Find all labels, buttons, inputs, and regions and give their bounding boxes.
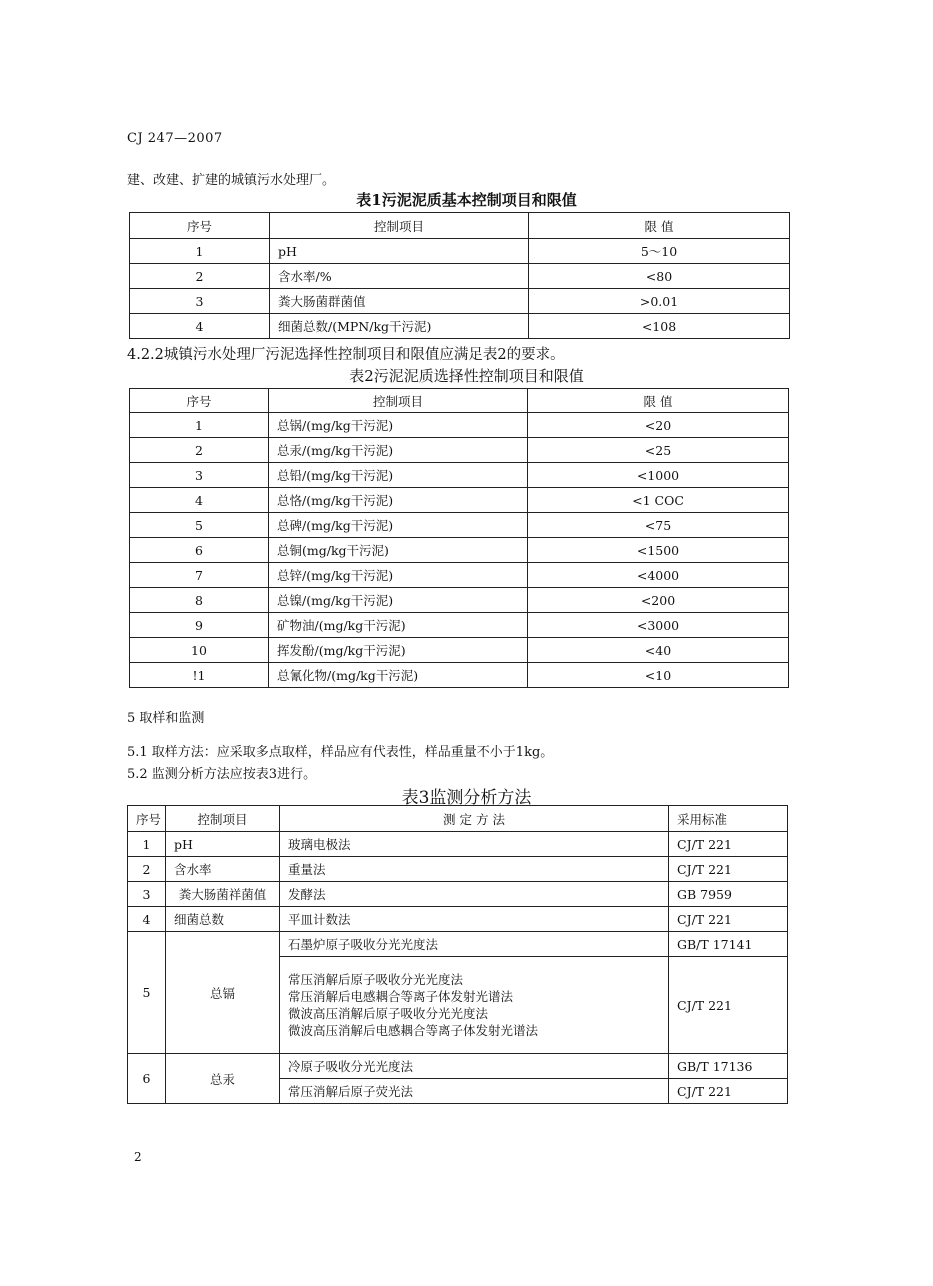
method-line: 常压消解后电感耦合等离子体发射光谱法 [288,989,514,1004]
control-item: 总铜(mg/kg干污泥) [269,538,528,563]
table-row [128,882,788,907]
row-number: 4 [130,314,270,339]
method: 平皿计数法 [280,907,669,932]
row-number: 4 [130,488,269,513]
control-item: 含水率/% [270,264,529,289]
control-item: 细菌总数/(MPN/kg干污泥) [270,314,529,339]
control-item: 总恪/(mg/kg干污泥) [269,488,528,513]
method: 常压消解后原子荧光法 [280,1079,669,1104]
method-line: 常压消解后原子吸收分光光度法 [288,972,464,987]
standard: GB/T 17141 [669,932,788,957]
table-row [128,907,788,932]
limit-value: <200 [528,588,789,613]
clause-5-1: 5.1 取样方法：应采取多点取样，样品应有代表性，样品重量不小于1kg。 [127,745,554,760]
limit-value: <75 [528,513,789,538]
method-group [280,957,669,1054]
limit-value: <25 [528,438,789,463]
table-header-row [130,389,789,413]
control-item: 总铅/(mg/kg干污泥) [269,463,528,488]
control-item: 矿物油/(mg/kg干污泥) [269,613,528,638]
control-item: 粪大肠菌祥菌值 [166,882,280,907]
standard: CJ/T 221 [669,1079,788,1104]
table-row [128,1054,788,1079]
row-number: 10 [130,638,269,663]
column-header-no: 序号 [130,389,269,413]
table-row [130,438,789,463]
table-header-row [130,213,790,239]
standard: CJ/T 221 [669,957,788,1054]
limit-value: >0.01 [529,289,790,314]
standard: GB 7959 [669,882,788,907]
control-item: 总碑/(mg/kg干污泥) [269,513,528,538]
control-item: 总锅/(mg/kg干污泥) [269,413,528,438]
row-number: 1 [130,413,269,438]
row-number: 5 [130,513,269,538]
table-row [130,563,789,588]
column-header-item: 控制项目 [269,389,528,413]
row-number: 6 [128,1054,166,1104]
control-item: 粪大肠菌群菌值 [270,289,529,314]
method: 冷原子吸收分光光度法 [280,1054,669,1079]
row-number: 9 [130,613,269,638]
limit-value: <40 [528,638,789,663]
table2-caption: 表2污泥泥质选择性控制项目和限值 [349,367,584,385]
column-header-no: 序号 [128,806,166,832]
table-row [130,239,790,264]
control-item: 总汞 [166,1054,280,1104]
row-number: 8 [130,588,269,613]
table-row [128,857,788,882]
column-header-standard: 采用标准 [669,806,788,832]
table-row [130,314,790,339]
control-item: 总氰化物/(mg/kg干污泥) [269,663,528,688]
row-number: 3 [130,289,270,314]
document-id: CJ 247—2007 [127,131,223,146]
limit-value: <80 [529,264,790,289]
row-number: 1 [128,832,166,857]
control-item: 总镍/(mg/kg干污泥) [269,588,528,613]
row-number: 3 [128,882,166,907]
method: 发酵法 [280,882,669,907]
control-item: pH [270,239,529,264]
table-row [128,932,788,957]
limit-value: <10 [528,663,789,688]
table-row [130,488,789,513]
row-number: 2 [130,264,270,289]
table3-caption: 表3监测分析方法 [401,788,532,808]
limit-value: <1 COC [528,488,789,513]
page-number: 2 [134,1150,142,1164]
table3-monitoring-methods [127,805,788,1104]
row-number: 7 [130,563,269,588]
row-number: 4 [128,907,166,932]
table-row [130,538,789,563]
intro-text: 建、改建、扩建的城镇污水处理厂。 [127,173,336,188]
method-line: 微波高压消解后电感耦合等离子体发射光谱法 [288,1023,539,1038]
column-header-item: 控制项目 [166,806,280,832]
standard: CJ/T 221 [669,857,788,882]
limit-value: <1500 [528,538,789,563]
limit-value: <4000 [528,563,789,588]
column-header-limit: 限 值 [528,389,789,413]
table2-selective-control-items [129,388,789,688]
column-header-method: 测 定 方 法 [280,806,669,832]
limit-value: <108 [529,314,790,339]
row-number: 1 [130,239,270,264]
column-header-item: 控制项目 [270,213,529,239]
table-row [130,663,789,688]
column-header-limit: 限 值 [529,213,790,239]
control-item: 总汞/(mg/kg干污泥) [269,438,528,463]
method: 重量法 [280,857,669,882]
row-number: 5 [128,932,166,1054]
table-header-row [128,806,788,832]
limit-value: <20 [528,413,789,438]
table-row [130,638,789,663]
limit-value: 5～10 [529,239,790,264]
control-item: 含水率 [166,857,280,882]
row-number: 6 [130,538,269,563]
limit-value: <1000 [528,463,789,488]
row-number: 2 [130,438,269,463]
table-row [130,513,789,538]
control-item: 总镉 [166,932,280,1054]
column-header-no: 序号 [130,213,270,239]
row-number: 2 [128,857,166,882]
table-row [130,613,789,638]
row-number: 3 [130,463,269,488]
table-row [130,264,790,289]
clause-5-2: 5.2 监测分析方法应按表3进行。 [127,767,317,782]
control-item: 总锌/(mg/kg干污泥) [269,563,528,588]
standard: GB/T 17136 [669,1054,788,1079]
standard: CJ/T 221 [669,832,788,857]
table-row [128,832,788,857]
control-item: 细菌总数 [166,907,280,932]
row-number: !1 [130,663,269,688]
limit-value: <3000 [528,613,789,638]
method: 石墨炉原子吸收分光光度法 [280,932,669,957]
table1-basic-control-items [129,212,790,339]
table-row [130,588,789,613]
table-row [130,289,790,314]
control-item: 挥发酚/(mg/kg干污泥) [269,638,528,663]
method: 玻璃电极法 [280,832,669,857]
table-row [130,413,789,438]
clause-4-2-2: 4.2.2城镇污水处理厂污泥选择性控制项目和限值应满足表2的要求。 [127,347,565,363]
section-5-heading: 5 取样和监测 [127,711,205,726]
method-line: 微波高压消解后原子吸收分光光度法 [288,1006,489,1021]
standard: CJ/T 221 [669,907,788,932]
table-row [130,463,789,488]
control-item: pH [166,832,280,857]
table1-caption: 表1污泥泥质基本控制项目和限值 [356,191,577,209]
